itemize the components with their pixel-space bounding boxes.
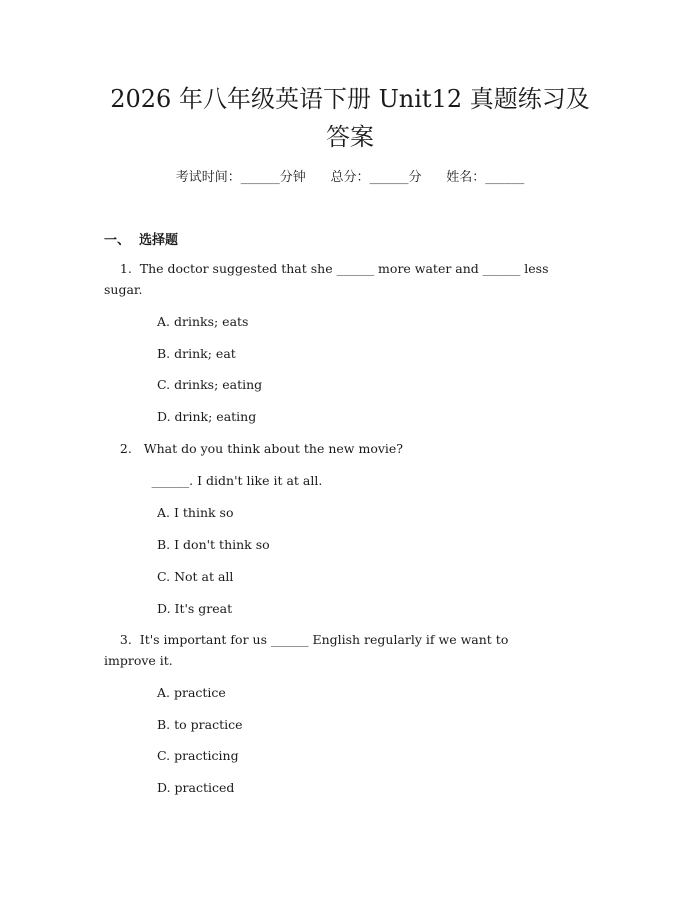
question-2-option-a: A. I think so <box>157 505 234 520</box>
question-3-option-b: B. to practice <box>157 717 243 732</box>
question-2-line-1: 2. What do you think about the new movie? <box>104 441 403 456</box>
question-3-line-2: improve it. <box>104 653 173 668</box>
question-2-line-2: ______. I didn't like it at all. <box>104 473 323 488</box>
page-title-line-2: 答案 <box>326 123 374 151</box>
question-2-option-c: C. Not at all <box>157 569 234 584</box>
section-heading: 一、 选择题 <box>104 233 179 248</box>
question-1-option-a: A. drinks; eats <box>157 314 249 329</box>
question-3-option-a: A. practice <box>157 685 226 700</box>
question-3-option-c: C. practicing <box>157 748 239 763</box>
question-1-option-c: C. drinks; eating <box>157 377 263 392</box>
page-title-line-1: 2026 年八年级英语下册 Unit12 真题练习及 <box>110 85 590 113</box>
exam-meta-line: 考试时间：______分钟 总分：______分 姓名：______ <box>175 170 525 185</box>
question-2-option-d: D. It's great <box>157 601 233 616</box>
question-1-line-2: sugar. <box>104 282 143 297</box>
question-1-line-1: 1. The doctor suggested that she ______ more water and ______ less <box>104 261 549 276</box>
page-title <box>0 80 700 156</box>
question-1-option-b: B. drink; eat <box>157 346 236 361</box>
question-2-option-b: B. I don't think so <box>157 537 270 552</box>
question-1-option-d: D. drink; eating <box>157 409 257 424</box>
question-3-line-1: 3. It's important for us ______ English regularly if we want to <box>104 632 509 647</box>
question-3-option-d: D. practiced <box>157 780 235 795</box>
